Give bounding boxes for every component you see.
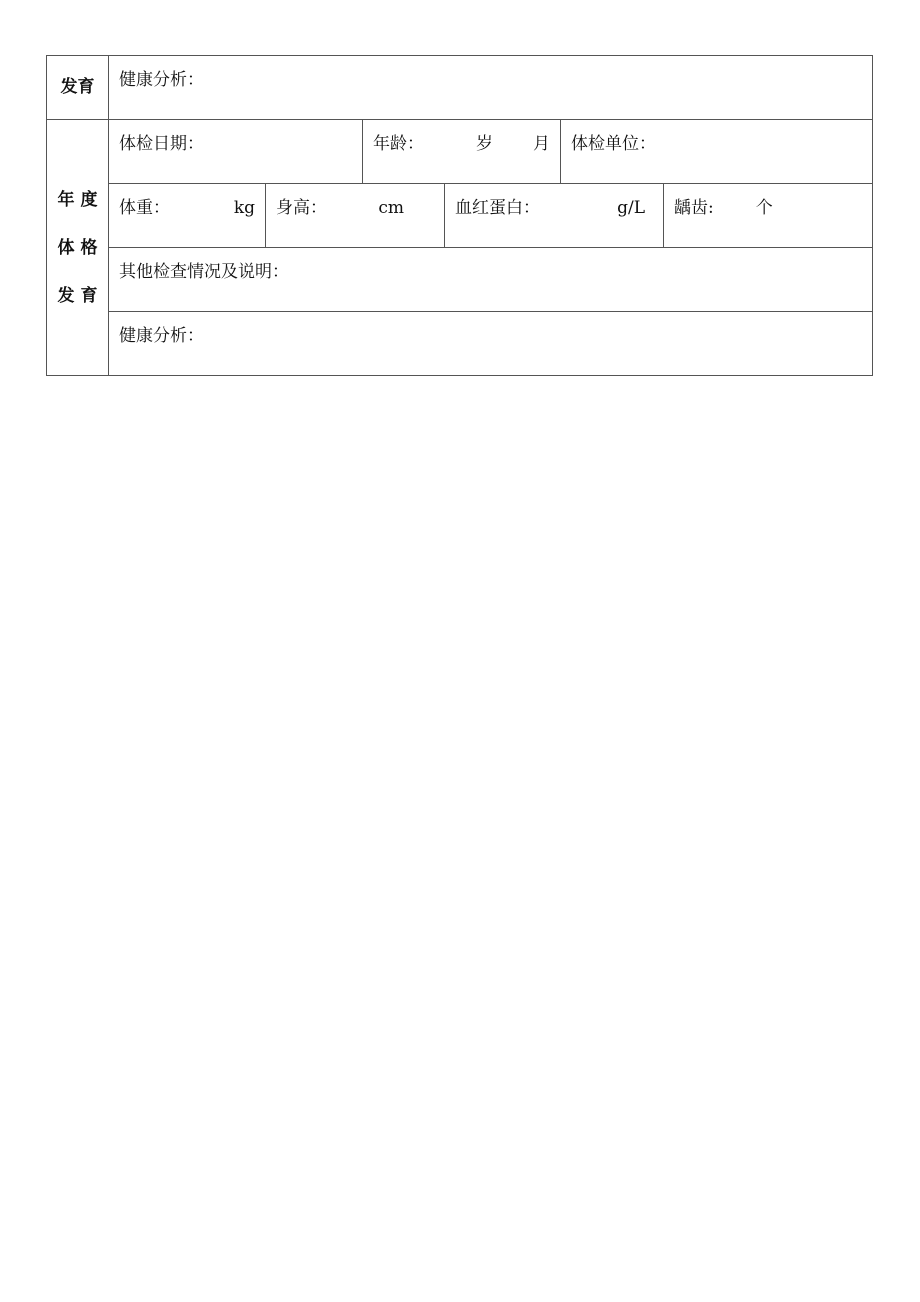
health-record-table <box>46 55 873 376</box>
annual-health-analysis-field[interactable] <box>109 312 873 376</box>
annual-development-label-cell <box>47 120 109 376</box>
exam-unit-field[interactable] <box>561 120 873 184</box>
age-years-unit: 岁 <box>476 134 493 154</box>
exam-date-label: 体检日期： <box>119 134 204 154</box>
exam-info-row <box>47 120 873 184</box>
measurements-row <box>47 184 873 248</box>
other-exam-row <box>47 248 873 312</box>
top-health-analysis-row <box>47 56 873 120</box>
top-health-analysis-field[interactable] <box>109 56 873 120</box>
weight-field[interactable] <box>109 184 266 248</box>
development-label: 发育 <box>60 77 95 97</box>
exam-date-field[interactable] <box>109 120 363 184</box>
caries-field[interactable] <box>664 184 873 248</box>
annual-label-line-1: 年度 <box>57 189 104 210</box>
weight-label: 体重： <box>119 198 170 218</box>
age-label: 年龄： <box>373 134 424 154</box>
weight-unit: kg <box>233 198 255 218</box>
height-field[interactable] <box>266 184 445 248</box>
caries-label: 龋齿: <box>674 198 714 218</box>
hemoglobin-unit: g/L <box>617 198 645 218</box>
caries-unit: 个 <box>755 198 773 218</box>
age-months-unit: 月 <box>533 134 550 154</box>
annual-label-line-2: 体格 <box>57 237 104 258</box>
other-exam-field[interactable] <box>109 248 873 312</box>
annual-health-analysis-label: 健康分析： <box>119 326 204 346</box>
height-label: 身高： <box>276 198 327 218</box>
annual-label-line-3: 发育 <box>57 285 104 306</box>
development-label-cell <box>47 56 109 120</box>
annual-health-analysis-row <box>47 312 873 376</box>
hemoglobin-label: 血红蛋白： <box>455 198 540 218</box>
height-unit: cm <box>378 198 404 218</box>
exam-unit-label: 体检单位： <box>571 134 656 154</box>
age-field[interactable] <box>363 120 561 184</box>
other-exam-label: 其他检查情况及说明： <box>119 262 289 282</box>
top-health-analysis-label: 健康分析： <box>119 70 204 90</box>
hemoglobin-field[interactable] <box>445 184 664 248</box>
